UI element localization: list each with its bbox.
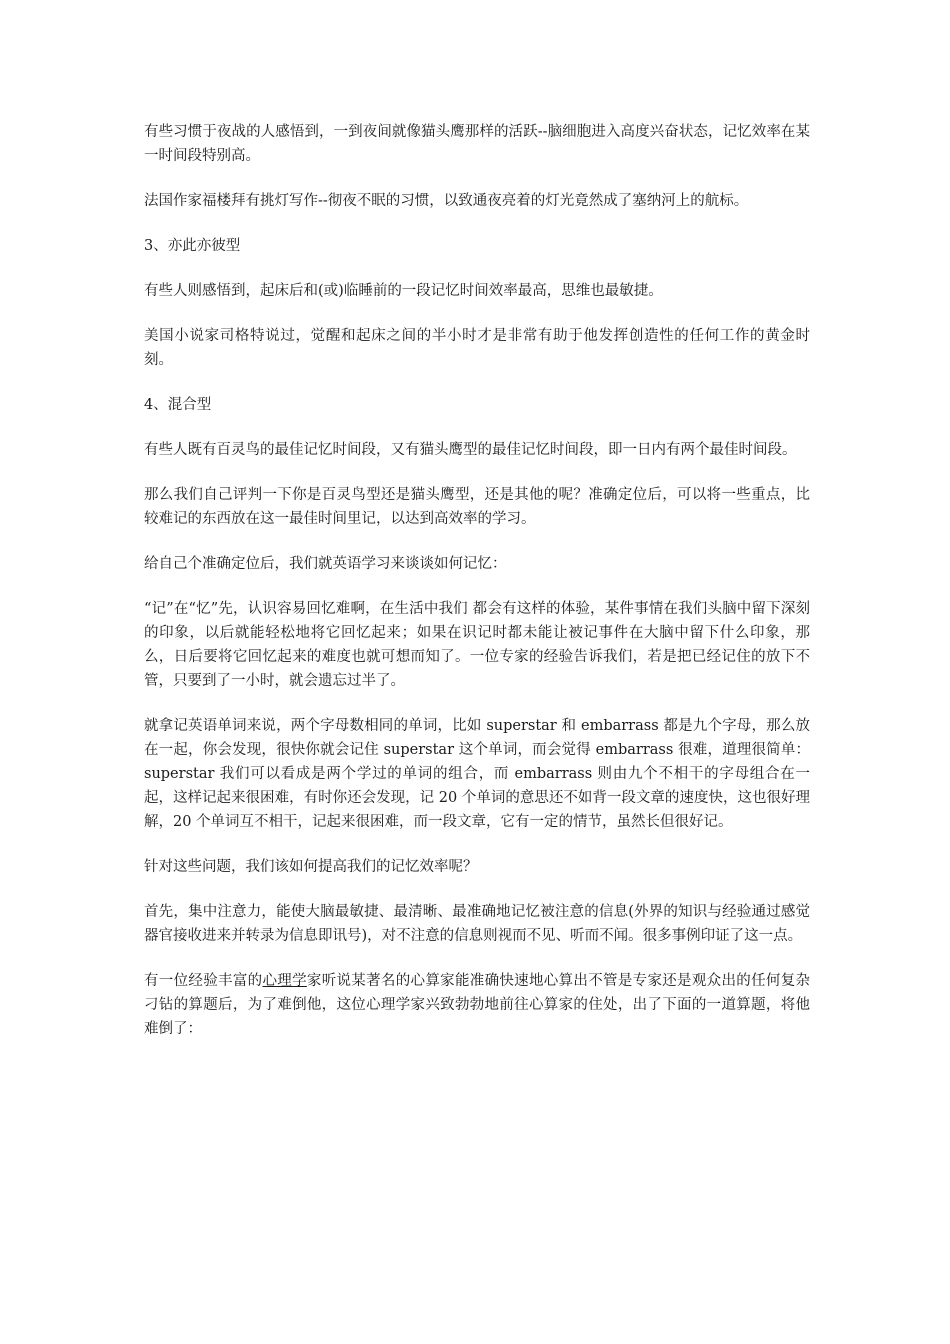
section-heading-type-4: 4、混合型 xyxy=(144,397,212,413)
paragraph-night-owl: 有些习惯于夜战的人感悟到，一到夜间就像猫头鹰那样的活跃--脑细胞进入高度兴奋状态，记忆效率在某一时间段特别高。 xyxy=(144,124,810,164)
paragraph-scott: 美国小说家司格特说过，觉醒和起床之间的半小时才是非常有助于他发挥创造性的任何工作的黄金时刻。 xyxy=(144,328,810,368)
psychologist-text-before: 有一位经验丰富的 xyxy=(144,973,263,989)
paragraph-morning-evening: 有些人则感悟到，起床后和(或)临睡前的一段记忆时间效率最高，思维也最敏捷。 xyxy=(144,283,663,299)
paragraph-english-intro: 给自己个准确定位后，我们就英语学习来谈谈如何记忆： xyxy=(144,556,507,572)
section-heading-type-3: 3、亦此亦彼型 xyxy=(144,238,241,254)
paragraph-word-example: 就拿记英语单词来说，两个字母数相同的单词，比如 superstar 和 embarrass 都是九个字母，那么放在一起，你会发现，很快你就会记住 superstar 这个单词，而会觉得 embarrass 很难，道理很简单：superstar 我们可以看成是两个学过的单词的组合，而 embarrass 则由九个不相干的字母组合在一起，这样记起来很困难，有时你还会发现，记 20 个单词的意思还不如背一段文章的速度快，这也很好理解，20 个单词互不相干，记起来很困难，而一段文章，它有一定的情节，虽然长但很好记。 xyxy=(144,718,810,830)
paragraph-question: 针对这些问题，我们该如何提高我们的记忆效率呢？ xyxy=(144,859,478,875)
psychologist-text-after: 家听说某著名的心算家能准确快速地心算出不管是专家还是观众出的任何复杂刁钻的算题后，为了难倒他，这位心理学家兴致勃勃地前往心算家的住处，出了下面的一道算题，将他难倒了： xyxy=(144,973,811,1037)
paragraph-flaubert: 法国作家福楼拜有挑灯写作--彻夜不眠的习惯，以致通夜亮着的灯光竟然成了塞纳河上的航标。 xyxy=(144,193,749,209)
paragraph-remember-before-recall: “记”在“忆”先，认识容易回忆难啊，在生活中我们 都会有这样的体验，某件事情在我们头脑中留下深刻的印象，以后就能轻松地将它回忆起来；如果在识记时都未能让被记事件在大脑中留下什么印象，那么，日后要将它回忆起来的难度也就可想而知了。一位专家的经验告诉我们，若是把已经记住的放下不管，只要到了一小时，就会遗忘过半了。 xyxy=(144,601,810,689)
paragraph-attention: 首先，集中注意力，能使大脑最敏捷、最清晰、最准确地记忆被注意的信息(外界的知识与经验通过感觉器官接收进来并转录为信息即讯号)，对不注意的信息则视而不见、听而不闻。很多事例印证了这一点。 xyxy=(144,904,810,944)
document-page xyxy=(144,120,810,1062)
paragraph-psychologist xyxy=(144,969,810,1041)
paragraph-mixed-type: 有些人既有百灵鸟的最佳记忆时间段，又有猫头鹰型的最佳记忆时间段，即一日内有两个最佳时间段。 xyxy=(144,442,797,458)
psychology-link[interactable]: 心理学 xyxy=(262,973,307,989)
paragraph-self-assessment: 那么我们自己评判一下你是百灵鸟型还是猫头鹰型，还是其他的呢？准确定位后，可以将一些重点，比较难记的东西放在这一最佳时间里记，以达到高效率的学习。 xyxy=(144,487,810,527)
